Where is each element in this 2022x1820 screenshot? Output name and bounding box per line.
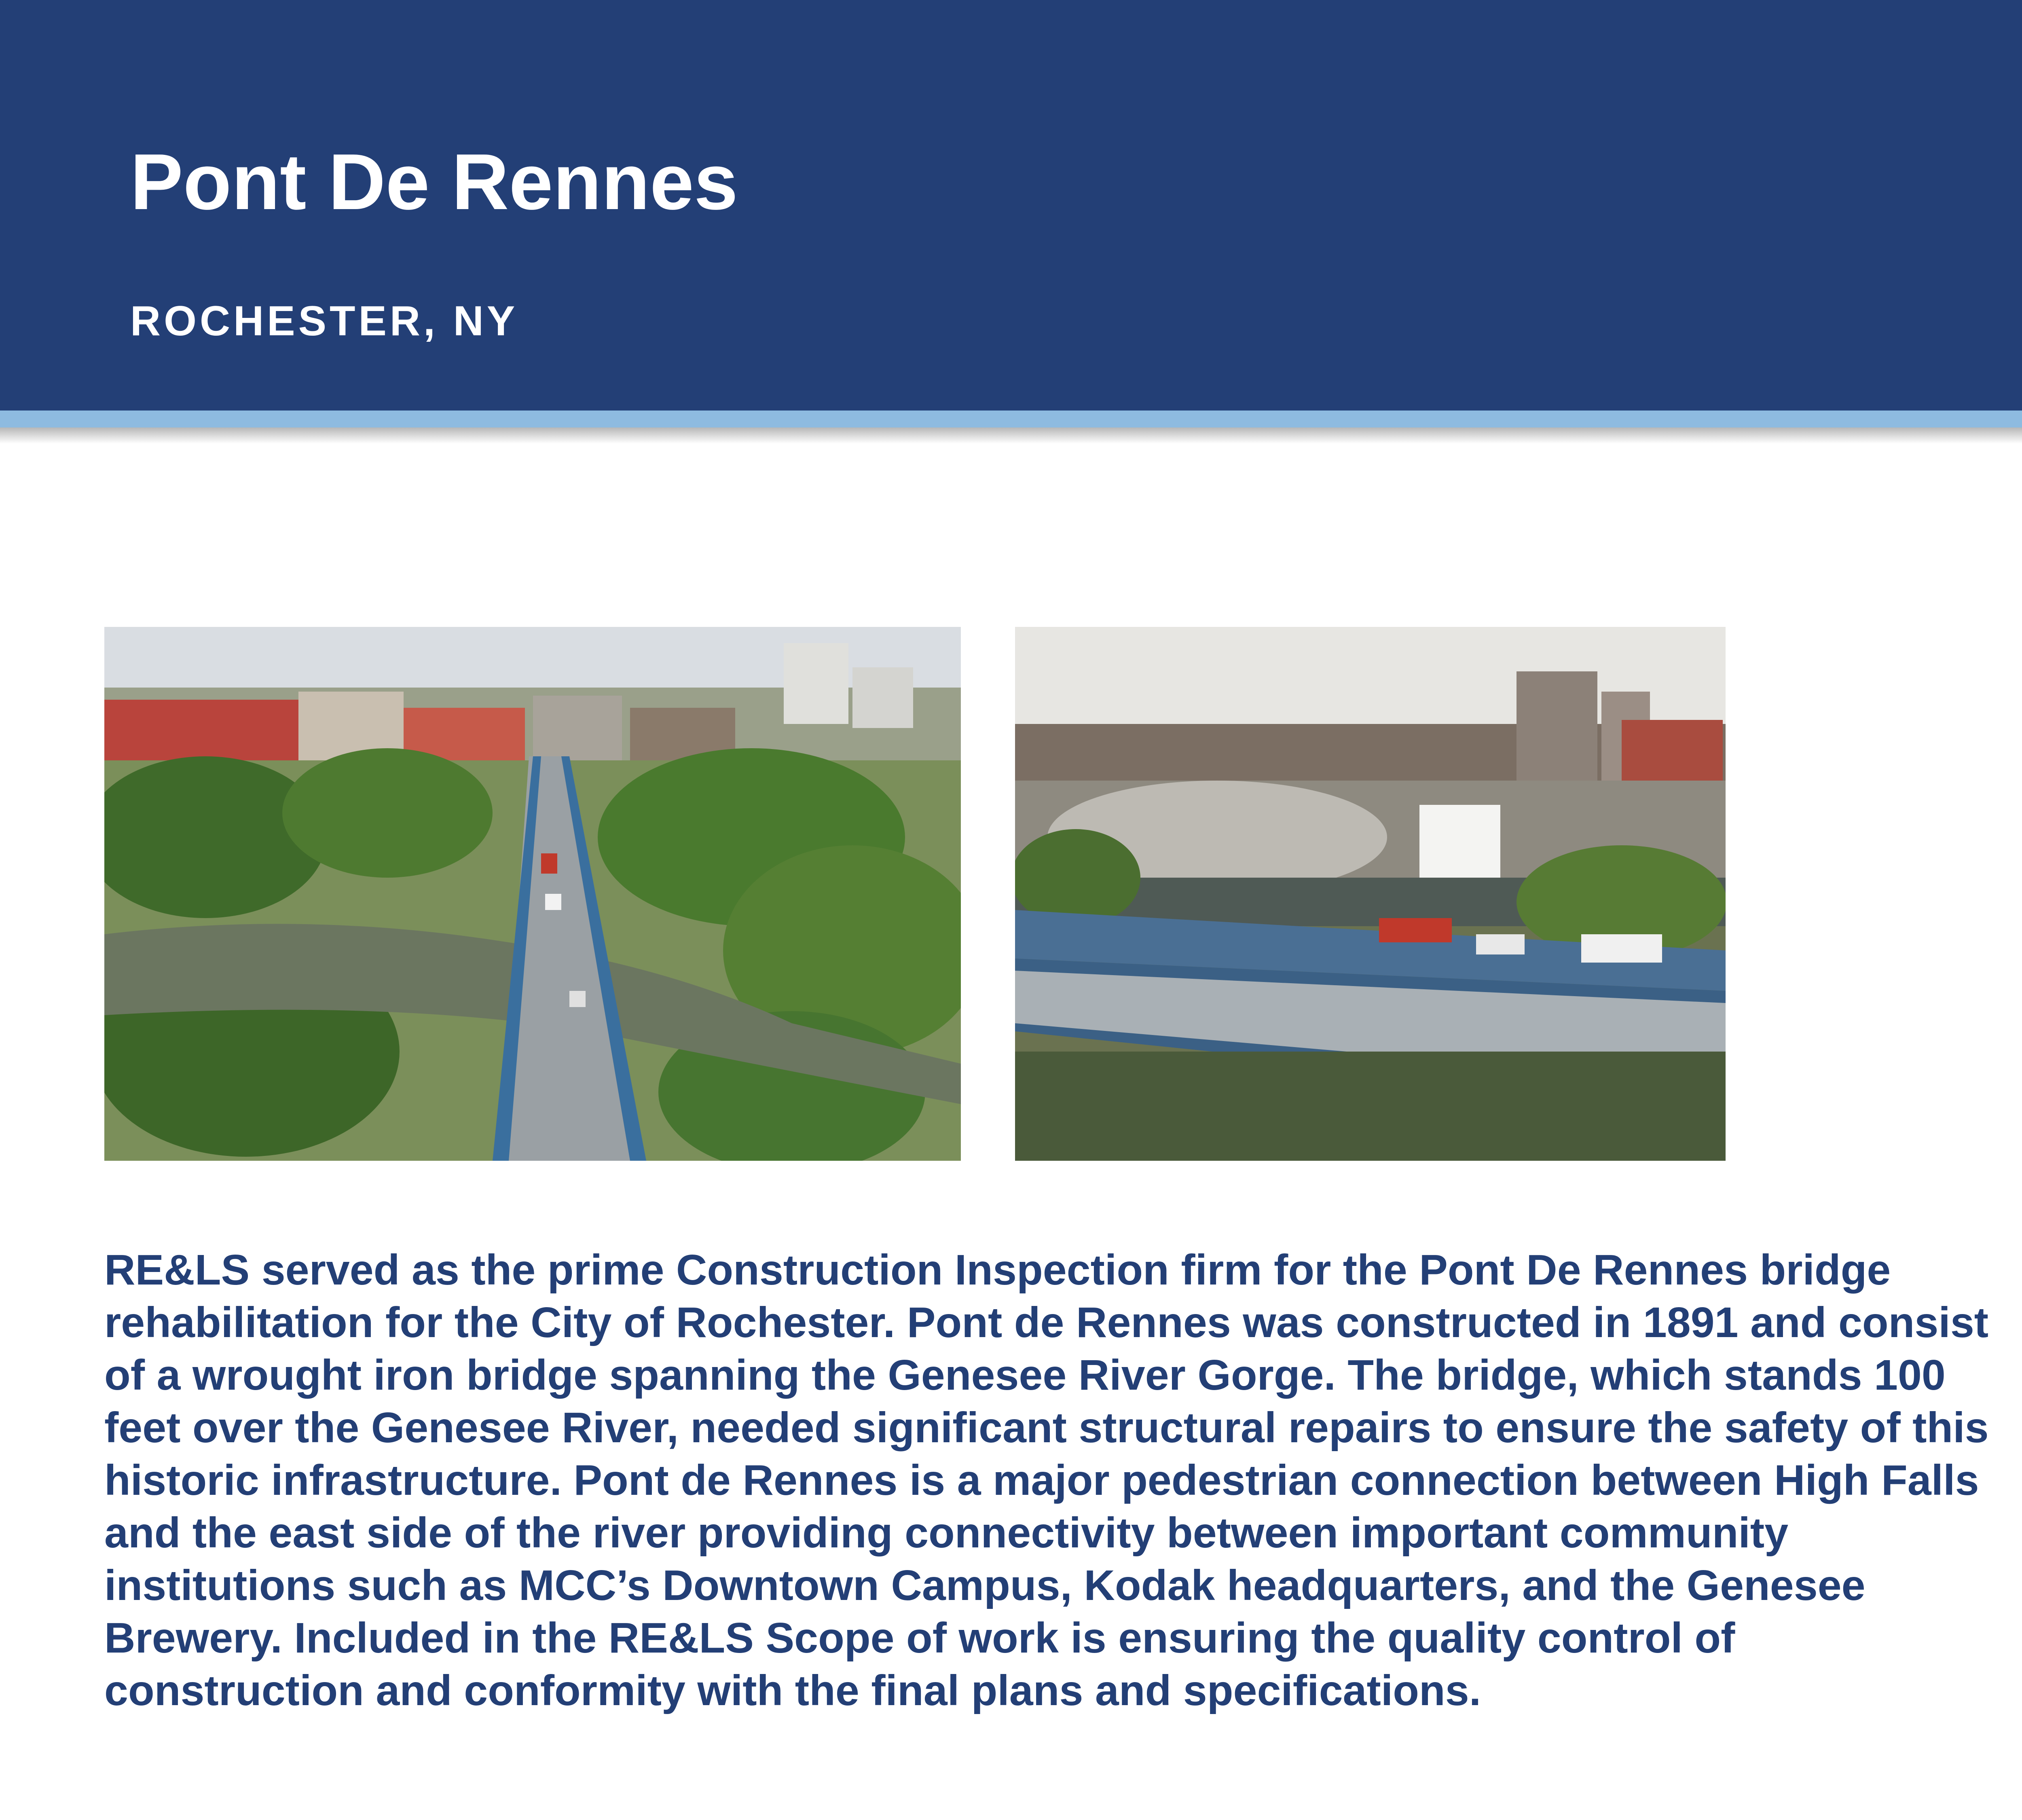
header-shadow [0, 427, 2022, 444]
page-title: Pont De Rennes [130, 138, 738, 226]
header-banner [0, 0, 2022, 411]
project-description: RE&LS served as the prime Construction Inspection firm for the Pont De Rennes bridge rehabilitation for the City of Rochester. Pont de Rennes was constructed in 1891 and consist of a wrought iron bridge spanning the Genesee River Gorge. The bridge, which stands 100 feet over the Genesee River, needed significant structural repairs to ensure the safety of this historic infrastructure. Pont de Rennes is a major pedestrian connection between High Falls and the east side of the river providing connectivity between important community institutions such as MCC’s Downtown Campus, Kodak headquarters, and the Genesee Brewery. Included in the RE&LS Scope of work is ensuring the quality control of construction and conformity with the final plans and specifications. [104, 1246, 1989, 1714]
aerial-bridge-gorge-photo [104, 627, 961, 1161]
header-accent-stripe [0, 411, 2022, 427]
bridge-high-falls-photo [1015, 627, 1726, 1161]
project-location: ROCHESTER, NY [130, 298, 518, 345]
